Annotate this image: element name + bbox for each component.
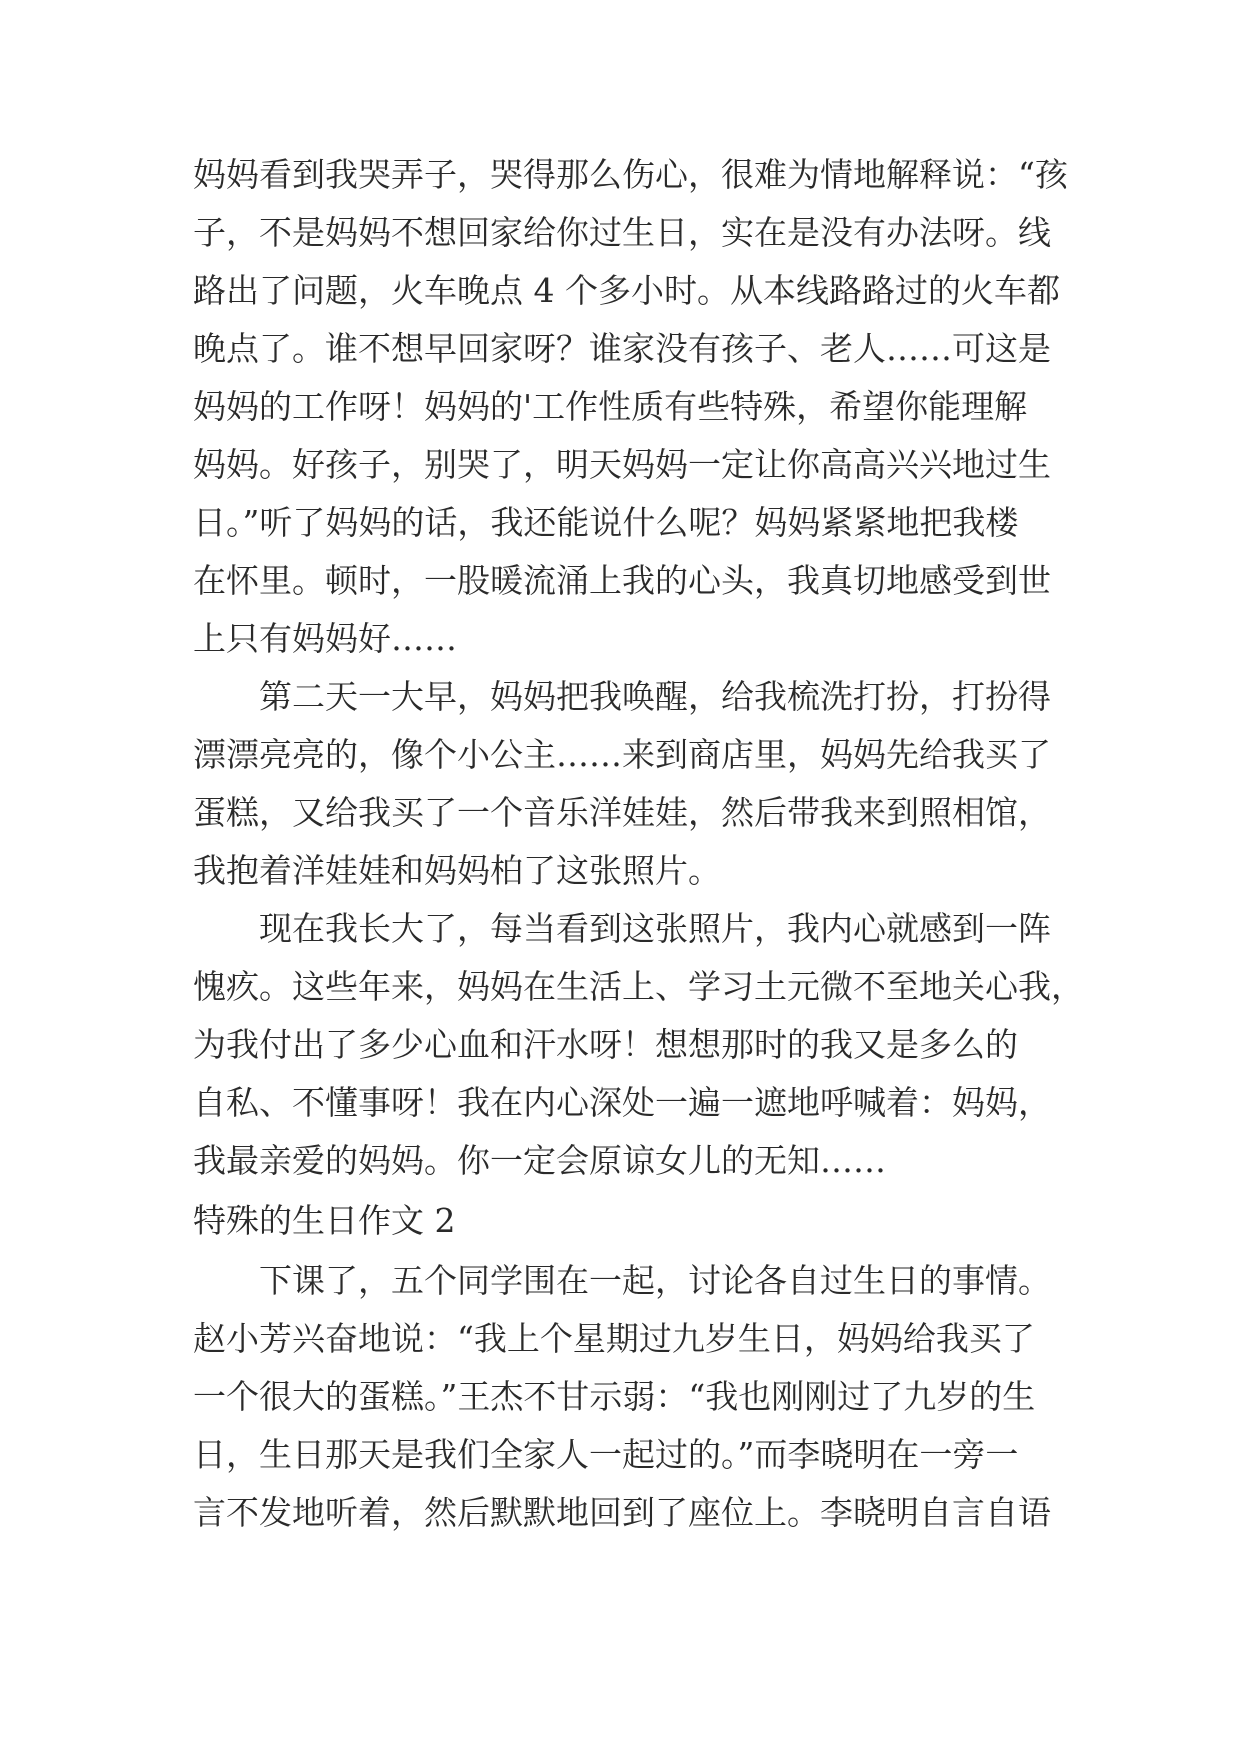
text-line: 赵小芳兴奋地说：“我上个星期过九岁生日，妈妈给我买了 [193,1319,1035,1358]
text-line: 一个很大的蛋糕。”王杰不甘示弱：“我也刚刚过了九岁的生 [193,1377,1036,1416]
paragraph [193,668,1063,900]
text-line: 路出了问题，火车晚点 4 个多小时。从本线路路过的火车都 [193,271,1060,310]
text-line: 子，不是妈妈不想回家给你过生日，实在是没有办法呀。线 [193,213,1051,252]
text-line: 妈妈的工作呀！妈妈的'工作性质有些特殊，希望你能理解 [193,387,1028,426]
text-line: 日。”听了妈妈的话，我还能说什么呢？妈妈紧紧地把我楼 [193,503,1019,542]
text-line: 妈妈看到我哭弄子，哭得那么伤心，很难为情地解释说：“孩 [193,155,1068,194]
paragraph [193,146,1068,668]
text-line: 晚点了。谁不想早回家呀？谁家没有孩子、老人……可这是 [193,329,1051,368]
text-line: 在怀里。顿时，一股暖流涌上我的心头，我真切地感受到世 [193,561,1051,600]
paragraph [193,1252,1063,1542]
text-line: 愧疚。这些年来，妈妈在生活上、学习土元微不至地关心我， [193,967,1084,1006]
text-line: 下课了，五个同学围在一起，讨论各自过生日的事情。 [259,1261,1051,1300]
text-line: 为我付出了多少心血和汗水呀！想想那时的我又是多么的 [193,1025,1018,1064]
text-line: 现在我长大了，每当看到这张照片，我内心就感到一阵 [259,909,1051,948]
text-line: 妈妈。好孩子，别哭了，明天妈妈一定让你高高兴兴地过生 [193,445,1051,484]
document-body [193,146,1084,1542]
paragraph [193,900,1084,1190]
text-line: 言不发地听着，然后默默地回到了座位上。李晓明自言自语 [193,1493,1051,1532]
text-line: 蛋糕，又给我买了一个音乐洋娃娃，然后带我来到照相馆， [193,793,1051,832]
text-line: 自私、不懂事呀！我在内心深处一遍一遮地呼喊着：妈妈， [193,1083,1051,1122]
text-line: 日，生日那天是我们全家人一起过的。”而李晓明在一旁一 [193,1435,1019,1474]
text-line: 我最亲爱的妈妈。你一定会原谅女儿的无知…… [193,1141,886,1180]
section-heading [193,1190,1063,1252]
text-line: 第二天一大早，妈妈把我唤醒，给我梳洗打扮，打扮得 [259,677,1051,716]
text-line: 我抱着洋娃娃和妈妈柏了这张照片。 [193,851,721,890]
text-line: 漂漂亮亮的，像个小公主……来到商店里，妈妈先给我买了 [193,735,1051,774]
heading-text: 特殊的生日作文 2 [193,1201,456,1240]
text-line: 上只有妈妈好…… [193,619,457,658]
